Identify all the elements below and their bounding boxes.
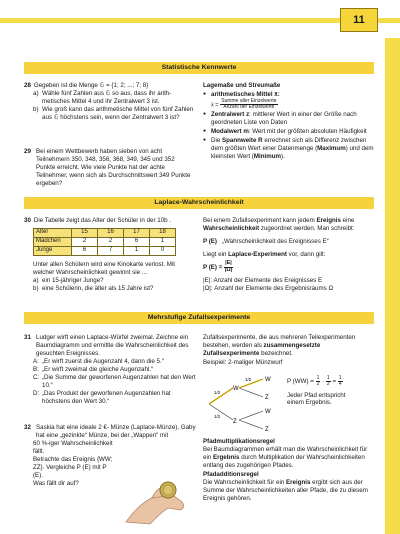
laplace-condition bbox=[203, 251, 375, 259]
table-cell: 6 bbox=[72, 246, 98, 255]
def-text: : mittlerer Wert in einer der Größe nach geordneten Liste von Daten bbox=[211, 111, 357, 127]
tree-prob: 1/2 bbox=[214, 414, 221, 419]
text-bold: Wahrscheinlichkeit bbox=[203, 224, 260, 232]
table-row bbox=[34, 237, 176, 246]
frac-num: |E| bbox=[225, 259, 232, 266]
fraction bbox=[338, 376, 343, 388]
tree-node-w: W bbox=[233, 386, 239, 392]
text-bold: Ereignis bbox=[286, 478, 311, 486]
pe-line bbox=[203, 238, 375, 246]
table-cell: 2 bbox=[98, 237, 124, 246]
frac-num: Summe aller Einzelwerte bbox=[221, 97, 277, 104]
text: Zufallsexperimente, die aus mehreren Teilexperimenten bestehen, werden als bbox=[203, 334, 356, 349]
table-header: 18 bbox=[150, 228, 176, 237]
frac-den: 4 bbox=[338, 381, 342, 388]
task-item-b bbox=[24, 285, 196, 293]
table-header: 17 bbox=[124, 228, 150, 237]
item-label: a) bbox=[33, 89, 39, 97]
right-sidebar-strip bbox=[385, 38, 400, 534]
item-text: „Er wirft zweimal die gleiche Augenzahl.“ bbox=[42, 365, 154, 373]
tree-prob: 1/2 bbox=[245, 377, 252, 382]
laplace-intro bbox=[203, 217, 375, 233]
operator: = bbox=[332, 377, 337, 385]
task-number: 29 bbox=[24, 148, 31, 155]
table-cell: 1 bbox=[150, 237, 176, 246]
mittel-fraction bbox=[220, 99, 277, 111]
def-modal bbox=[203, 128, 375, 136]
tree-prob: 1/2 bbox=[214, 390, 221, 395]
mehrstufig-intro bbox=[203, 334, 375, 358]
table-cell: 1 bbox=[124, 246, 150, 255]
text: Die Wahrscheinlichkeit für ein bbox=[203, 478, 286, 486]
task-item-b bbox=[24, 106, 194, 122]
task-item-a bbox=[24, 277, 196, 285]
item-label: A: bbox=[33, 357, 39, 365]
task-text-narrow bbox=[24, 440, 114, 488]
hand-coin-illustration bbox=[122, 452, 196, 526]
operator: · bbox=[322, 377, 325, 385]
pww-formula bbox=[287, 376, 377, 407]
laplace-fraction bbox=[224, 261, 233, 274]
task-text: 60 %-iger Wahrscheinlichkeit fällt. bbox=[33, 439, 113, 455]
table-cell: Junge bbox=[34, 246, 72, 255]
rule-text bbox=[203, 446, 375, 470]
section-header-laplace: Laplace-Wahrscheinlichkeit bbox=[24, 197, 374, 209]
text-bold: Ereignis bbox=[316, 217, 341, 224]
text: zugeordnet werden. Man schreibt: bbox=[259, 224, 355, 232]
task-intro: Gegeben ist die Menge 𝔾 = {1; 2; ...; 7; 8} bbox=[33, 82, 149, 89]
table-cell: 6 bbox=[124, 237, 150, 246]
text: bezeichnet. bbox=[259, 349, 293, 357]
task-item-d bbox=[24, 390, 196, 406]
item-label: D: bbox=[33, 389, 40, 397]
def-text: ) und dem kleinsten Wert ( bbox=[211, 145, 374, 161]
info-title: Lagemaße und Streumaße bbox=[203, 82, 281, 89]
text: Bei Baumdiagrammen erhält man die Wahrscheinlichkeit für ein bbox=[203, 445, 368, 461]
pfad-regeln bbox=[203, 438, 375, 503]
task-31 bbox=[24, 334, 196, 405]
tree-leaf-w: W bbox=[265, 377, 271, 383]
table-row bbox=[34, 246, 176, 255]
section-header-kennwerte: Statistische Kennwerte bbox=[24, 62, 374, 74]
task-item-a bbox=[24, 358, 196, 366]
text-bold: Laplace-Experiment bbox=[228, 250, 287, 258]
tree-node-z: Z bbox=[233, 419, 237, 425]
task-number: 31 bbox=[24, 334, 31, 341]
formula-lhs: x̄ = bbox=[211, 102, 219, 109]
text: durch Multiplikation der Wahrscheinlichkeiten entlang des zugehörigen Pfades. bbox=[203, 453, 365, 469]
tree-diagram bbox=[205, 372, 285, 436]
pe-symbol: P (E) bbox=[203, 237, 217, 245]
item-label: b) bbox=[33, 105, 39, 113]
task-item-c bbox=[24, 374, 196, 390]
frac-num: 1 bbox=[326, 375, 330, 381]
def-text: errechnet sich als Differenz zwischen dem größten Wert einer Datenmenge ( bbox=[211, 137, 367, 153]
frac-den: |Ω| bbox=[224, 266, 233, 273]
tree-leaf-w: W bbox=[265, 409, 271, 415]
laplace-info bbox=[203, 217, 375, 293]
def-omega: |Ω|: Anzahl der Elemente des Ergebnisraums Ω bbox=[203, 285, 334, 293]
def-label: Zentralwert z bbox=[211, 111, 250, 119]
table-row bbox=[34, 228, 176, 237]
task-30 bbox=[24, 217, 196, 293]
task-intro: Die Tabelle zeigt das Alter der Schüler in der 10b . bbox=[33, 217, 172, 224]
task-text: Was fällt dir auf? bbox=[33, 479, 79, 487]
task-intro: Ludger wirft einen Laplace-Würfel zweimal. Zeichne ein Baumdiagramm und ermittle die Wahrscheinlichkeit des gesuchten Ereignisses. bbox=[36, 334, 189, 357]
pe-text: „Wahrscheinlichkeit des Ereignisses E“ bbox=[221, 237, 329, 245]
item-label: b) bbox=[33, 284, 39, 292]
task-item-b bbox=[24, 366, 196, 374]
fraction bbox=[326, 376, 331, 388]
lagemasse-info bbox=[203, 82, 375, 161]
frac-den: 2 bbox=[326, 381, 330, 388]
formula-lhs: P (WW) = bbox=[287, 377, 314, 385]
formula-lhs: P (E) = bbox=[203, 263, 223, 271]
task-text: Betrachte das Ereignis {WW; ZZ}. Vergleiche P (E) mit P (E). bbox=[33, 455, 113, 479]
task-28 bbox=[24, 82, 194, 122]
item-text: Wähle fünf Zahlen aus 𝔾 so aus, dass ihr arithmetisches Mittel 4 und ihr Zentralwert 3 ist. bbox=[42, 89, 172, 105]
table-header: 15 bbox=[72, 228, 98, 237]
rule-title: Pfadmultiplikationsregel bbox=[203, 438, 275, 445]
tree-leaf-z: Z bbox=[265, 427, 269, 433]
rule-title: Pfadadditionsregel bbox=[203, 470, 259, 478]
def-text: ). bbox=[281, 153, 285, 161]
table-cell: 7 bbox=[98, 246, 124, 255]
item-text: Wie groß kann das arithmetische Mittel von fünf Zahlen aus 𝔾 höchstens sein, wenn der Zentralwert 3 ist? bbox=[42, 105, 194, 121]
item-text: eine Schülerin, die älter als 15 Jahre ist? bbox=[42, 284, 154, 292]
def-zentral bbox=[203, 111, 375, 127]
text: vor, dann gilt: bbox=[286, 250, 326, 258]
def-label: Spannweite R bbox=[222, 137, 263, 145]
text: Bei einem Zufallsexperiment kann jedem bbox=[203, 217, 317, 224]
task-text: Saskia hat eine ideale 2 €- Münze (Laplace-Münze), Gaby hat eine „gezinkte“ Münze, bei der „Wappen“ mit bbox=[36, 424, 196, 439]
table-header: 16 bbox=[98, 228, 124, 237]
text-bold: zusammengesetzte Zufallsexperimente bbox=[203, 341, 321, 357]
example-title: Beispiel: 2-maliger Münzwurf bbox=[203, 358, 283, 366]
task-number: 32 bbox=[24, 424, 31, 431]
def-label: arithmetisches Mittel x̄: bbox=[211, 90, 280, 98]
task-item-a bbox=[24, 90, 194, 106]
fraction bbox=[316, 376, 321, 388]
path-note: Jeder Pfad entspricht einem Ergebnis. bbox=[287, 391, 346, 407]
mehrstufig-info bbox=[203, 334, 375, 367]
def-max: Maximum bbox=[317, 145, 346, 153]
tree-leaf-z: Z bbox=[265, 395, 269, 401]
item-text: „Er wirft zuerst die Augenzahl 4, dann die 5.“ bbox=[42, 357, 164, 365]
def-spannweite: ● Die Spannweite R errechnet sich als Differenz zwischen dem größten Wert einer Datenmenge (Maximum) und dem kleinsten Wert (Minimum). bbox=[203, 137, 375, 161]
section-header-mehrstufig: Mehrstufige Zufallsexperimente bbox=[24, 312, 374, 324]
laplace-formula bbox=[203, 261, 375, 274]
frac-den: Anzahl der Einzelwerte bbox=[223, 104, 275, 111]
def-min: Minimum bbox=[253, 153, 282, 161]
def-e: |E|: Anzahl der Elemente des Ereignisses E bbox=[203, 277, 323, 285]
task-number: 28 bbox=[24, 82, 31, 89]
rule-text bbox=[203, 479, 375, 503]
def-mittel bbox=[203, 91, 375, 110]
table-cell: 0 bbox=[150, 246, 176, 255]
item-text: „Das Produkt der geworfenen Augenzahlen hat höchstens den Wert 30.“ bbox=[42, 389, 171, 405]
task-29 bbox=[24, 148, 194, 188]
text: ergibt sich aus der Summe der Wahrscheinlichkeiten aller Pfade, die zu diesem Ereignis gehören. bbox=[203, 478, 368, 502]
text: Liegt ein bbox=[203, 250, 229, 258]
frac-den: 2 bbox=[316, 381, 320, 388]
text: eine bbox=[340, 217, 355, 224]
table-header: Alter bbox=[34, 228, 72, 237]
age-table bbox=[33, 228, 176, 256]
pww-line bbox=[287, 376, 377, 388]
frac-num: 1 bbox=[338, 375, 342, 381]
item-label: a) bbox=[33, 276, 39, 284]
item-text: „Die Summe der geworfenen Augenzahlen hat den Wert 10.“ bbox=[42, 373, 196, 389]
item-label: C: bbox=[33, 373, 40, 381]
table-cell: Mädchen bbox=[34, 237, 72, 246]
task-text: Unter allen Schülern wird eine Kinokarte verlost. Mit welcher Wahrscheinlichkeit gewinnt sie ... bbox=[33, 260, 176, 276]
task-number: 30 bbox=[24, 217, 31, 224]
table-cell: 2 bbox=[72, 237, 98, 246]
page-number: 11 bbox=[340, 8, 378, 32]
task-text: Bei einem Wettbewerb haben sieben von acht Teilnehmern 350, 348, 356, 368, 349, 345 und 352 Punkte erreicht. Wie viele Punkte hat der achte Teilnehmer, wenn sich als Durchschnittswert 349 Punkte ergeben? bbox=[36, 148, 191, 187]
item-text: ein 15-jähriger Junge? bbox=[42, 276, 104, 284]
item-label: B: bbox=[33, 365, 39, 373]
def-text: : Wert mit der größten absoluten Häufigkeit bbox=[248, 128, 367, 136]
text-bold: Ergebnis bbox=[212, 453, 240, 461]
def-label: Modalwert m bbox=[211, 128, 249, 136]
frac-num: 1 bbox=[316, 375, 320, 381]
